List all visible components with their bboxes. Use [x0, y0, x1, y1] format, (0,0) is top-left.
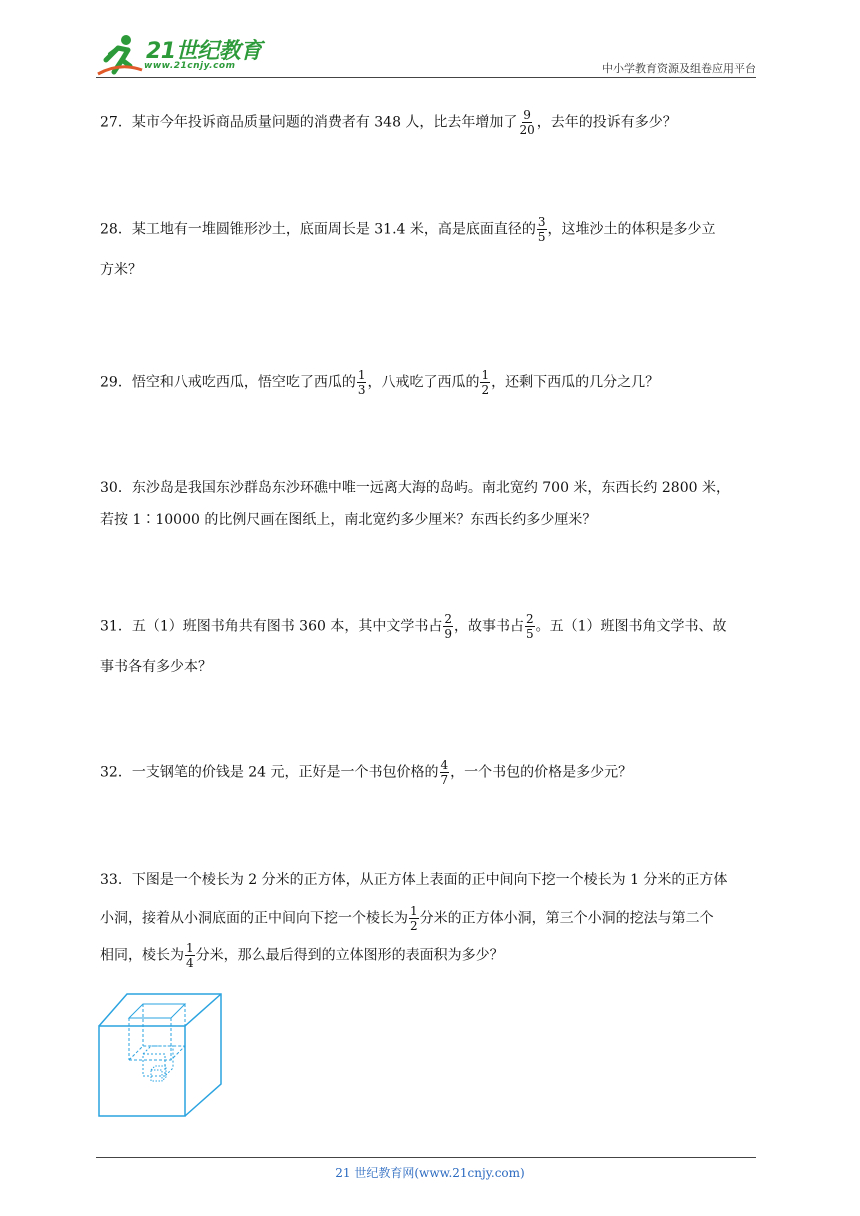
- page-header: [96, 30, 756, 78]
- question-text: 29．悟空和八戒吃西瓜，悟空吃了西瓜的: [100, 374, 356, 391]
- question-30: [100, 478, 760, 530]
- logo-url: www.21cnjy.com: [144, 61, 236, 71]
- header-divider: [96, 77, 756, 78]
- question-text: 分米，那么最后得到的立体图形的表面积为多少？: [195, 947, 504, 964]
- question-27: [100, 108, 760, 137]
- question-text: 方米？: [100, 262, 142, 278]
- question-text: 小洞，接着从小洞底面的正中间向下挖一个棱长为: [100, 910, 408, 927]
- logo-title: 21世纪教育: [146, 39, 262, 64]
- question-text: 30．东沙岛是我国东沙群岛东沙环礁中唯一远离大海的岛屿。南北宽约 700 米，东西长约 2800 米，: [100, 480, 730, 496]
- hole-large: [129, 1004, 185, 1060]
- header-platform-text: 中小学教育资源及组卷应用平台: [602, 62, 756, 75]
- footer-divider: [96, 1157, 756, 1158]
- question-text: 。五（1）班图书角文学书、故: [535, 618, 727, 635]
- fraction: $\frac{9}{20}$: [519, 108, 535, 137]
- question-text: 分米的正方体小洞，第三个小洞的挖法与第二个: [419, 910, 714, 927]
- outer-cube: [99, 994, 221, 1116]
- site-logo[interactable]: [96, 30, 296, 78]
- question-text: 32．一支钢笔的价钱是 24 元，正好是一个书包价格的: [100, 764, 439, 781]
- fraction: $\frac{1}{2}$: [410, 904, 418, 933]
- question-text: ，一个书包的价格是多少元？: [450, 764, 633, 781]
- fraction: $\frac{1}{3}$: [357, 368, 366, 397]
- runner-logo-icon: [96, 32, 144, 78]
- question-33: [100, 870, 760, 970]
- question-text: 若按 1∶10000 的比例尺画在图纸上，南北宽约多少厘米？东西长约多少厘米？: [100, 512, 597, 528]
- question-text: 28．某工地有一堆圆锥形沙土，底面周长是 31.4 米，高是底面直径的: [100, 221, 536, 238]
- footer-text[interactable]: 21 世纪教育网(www.21cnjy.com): [335, 1166, 525, 1180]
- question-31: [100, 612, 760, 677]
- question-text: ，这堆沙土的体积是多少立: [547, 221, 716, 238]
- hole-medium: [143, 1046, 173, 1076]
- cube-figure: [95, 990, 227, 1120]
- fraction: $\frac{4}{7}$: [440, 758, 449, 787]
- fraction: $\frac{1}{4}$: [186, 941, 194, 970]
- question-text: 相同，棱长为: [100, 947, 184, 964]
- question-text: ，去年的投诉有多少？: [536, 114, 677, 131]
- fraction: $\frac{2}{5}$: [525, 612, 534, 641]
- question-29: [100, 368, 760, 397]
- fraction: $\frac{3}{5}$: [537, 215, 546, 244]
- question-32: [100, 758, 760, 787]
- question-text: 31．五（1）班图书角共有图书 360 本，其中文学书占: [100, 618, 443, 635]
- question-28: [100, 215, 760, 280]
- hole-small: [151, 1066, 166, 1081]
- question-text: ，故事书占: [453, 618, 524, 635]
- fraction: $\frac{1}{2}$: [481, 368, 490, 397]
- fraction: $\frac{2}{9}$: [444, 612, 452, 641]
- question-text: ，八戒吃了西瓜的: [367, 374, 480, 391]
- question-text: 事书各有多少本？: [100, 659, 212, 675]
- question-text: 27．某市今年投诉商品质量问题的消费者有 348 人，比去年增加了: [100, 114, 518, 131]
- question-text: 33．下图是一个棱长为 2 分米的正方体，从正方体上表面的正中间向下挖一个棱长为 1 分米的正方体: [100, 872, 728, 888]
- question-text: ，还剩下西瓜的几分之几？: [491, 374, 660, 391]
